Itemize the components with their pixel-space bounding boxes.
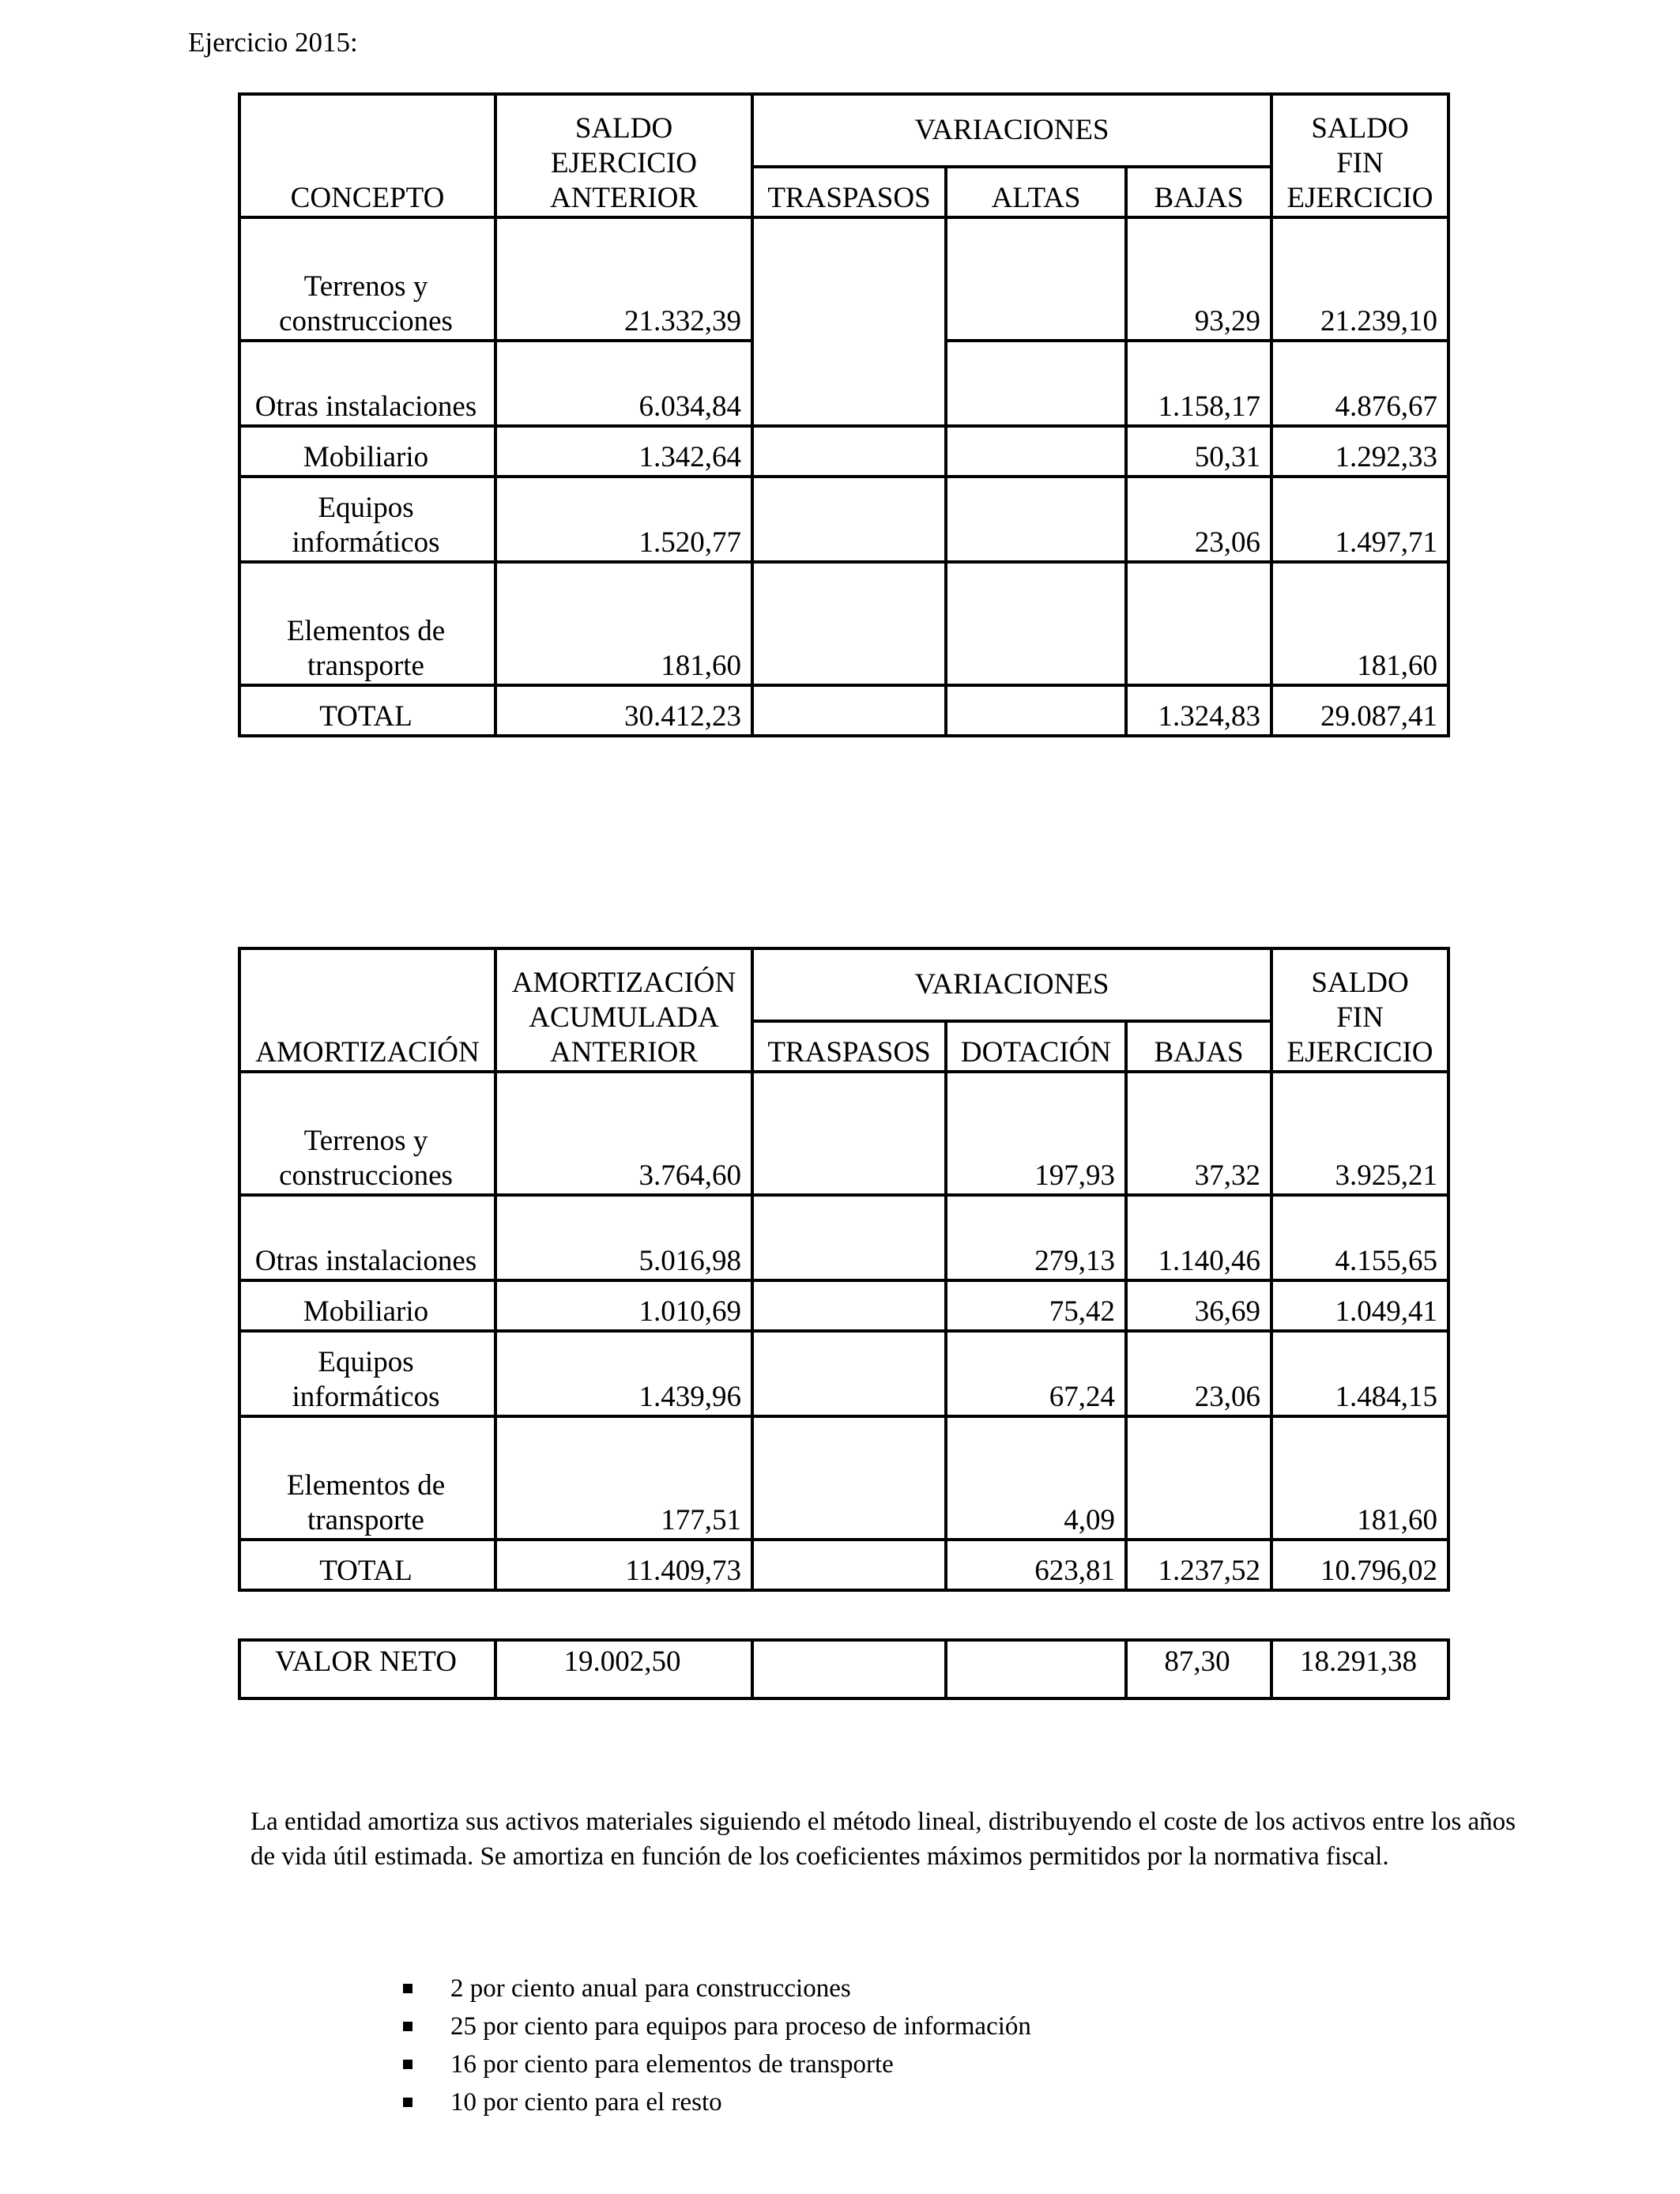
cell-altas [946,477,1126,562]
cell-traspasos [752,426,946,477]
list-item-text: 2 por ciento anual para construcciones [450,1974,851,2003]
header-line: SALDO [1311,112,1409,145]
cell-bajas: 36,69 [1126,1280,1271,1331]
cell-saldo-anterior: 6.034,84 [495,341,752,426]
concept-line: Terrenos y [303,270,428,303]
cell-acumulada: 5.016,98 [495,1195,752,1280]
header-altas: ALTAS [946,167,1126,217]
header-dotacion: DOTACIÓN [946,1021,1126,1072]
cell-altas [946,426,1126,477]
cell-bajas: 1.324,83 [1126,685,1271,736]
header-saldo-fin [1271,948,1448,1072]
cell-dotacion: 4,09 [946,1416,1126,1540]
cell-acumulada: 1.439,96 [495,1331,752,1416]
header-line: EJERCICIO [1286,1036,1433,1069]
list-item [403,2045,1031,2083]
row-concept [239,1072,495,1195]
cell-saldo-fin: 18.291,38 [1271,1640,1448,1698]
header-line: AMORTIZACIÓN [511,967,736,999]
cell-traspasos [752,1072,946,1195]
header-line: FIN [1336,1001,1384,1034]
coefficients-list [403,1970,1031,2121]
cell-traspasos [752,1540,946,1590]
cell-saldo-fin: 181,60 [1271,562,1448,685]
concept-line: Elementos de [286,615,446,647]
header-line: FIN [1336,147,1384,179]
cell-saldo-fin: 4.876,67 [1271,341,1448,426]
concept-line: informáticos [292,526,440,559]
header-saldo-anterior [495,94,752,217]
header-line: EJERCICIO [1286,182,1433,214]
cell-traspasos [752,217,946,341]
table-row [239,341,1448,426]
row-concept: Mobiliario [239,1280,495,1331]
cell-saldo-fin: 1.497,71 [1271,477,1448,562]
header-saldo-fin [1271,94,1448,217]
cell-saldo-fin: 181,60 [1271,1416,1448,1540]
amortization-note: La entidad amortiza sus activos materiales siguiendo el método lineal, distribuyendo el coste de los activos entre los años de vida útil estimada. Se amortiza en función de los coeficientes máximos permitidos por la normativa fiscal. [250,1808,1516,1871]
cell-bajas: 37,32 [1126,1072,1271,1195]
cell-bajas: 50,31 [1126,426,1271,477]
cell-traspasos [752,1416,946,1540]
row-concept [239,477,495,562]
cell-saldo-fin: 4.155,65 [1271,1195,1448,1280]
cell-traspasos [752,1640,946,1698]
cell-saldo-anterior: 30.412,23 [495,685,752,736]
table-row [239,426,1448,477]
cell-dotacion: 197,93 [946,1072,1126,1195]
concept-line: Elementos de [286,1469,446,1502]
cell-saldo-fin: 1.049,41 [1271,1280,1448,1331]
list-item [403,2007,1031,2045]
row-concept: TOTAL [239,685,495,736]
cell-dotacion: 623,81 [946,1540,1126,1590]
row-concept: Mobiliario [239,426,495,477]
cell-dotacion: 75,42 [946,1280,1126,1331]
square-bullet-icon [403,2098,412,2107]
cell-dotacion: 279,13 [946,1195,1126,1280]
cell-bajas: 1.140,46 [1126,1195,1271,1280]
list-item [403,1970,1031,2007]
cell-traspasos [752,562,946,685]
header-variaciones: VARIACIONES [752,94,1271,167]
header-line: SALDO [574,112,673,145]
table-row [239,562,1448,685]
table-row [239,1280,1448,1331]
net-value-table [238,1638,1450,1700]
header-acumulada [495,948,752,1072]
cell-saldo-fin: 1.484,15 [1271,1331,1448,1416]
cell-bajas: 87,30 [1126,1640,1271,1698]
cell-traspasos [752,685,946,736]
cell-acumulada: 11.409,73 [495,1540,752,1590]
cell-anterior: 19.002,50 [495,1640,752,1698]
list-item-text: 25 por ciento para equipos para proceso de información [450,2012,1031,2041]
concept-line: construcciones [279,1159,453,1192]
square-bullet-icon [403,1984,412,1993]
cell-saldo-fin: 10.796,02 [1271,1540,1448,1590]
cell-bajas: 93,29 [1126,217,1271,341]
cell-acumulada: 3.764,60 [495,1072,752,1195]
cell-altas [946,685,1126,736]
cell-bajas: 23,06 [1126,1331,1271,1416]
cell-bajas: 23,06 [1126,477,1271,562]
header-concepto: CONCEPTO [239,94,495,217]
cell-saldo-anterior: 21.332,39 [495,217,752,341]
cell-altas [946,341,1126,426]
cell-altas [946,1640,1126,1698]
table-row-total [239,685,1448,736]
header-line: SALDO [1311,967,1409,999]
cell-altas [946,217,1126,341]
cell-bajas [1126,1416,1271,1540]
cell-dotacion: 67,24 [946,1331,1126,1416]
cell-saldo-fin: 29.087,41 [1271,685,1448,736]
list-item-text: 10 por ciento para el resto [450,2088,722,2117]
concept-line: Equipos [318,492,414,524]
cell-saldo-anterior: 1.520,77 [495,477,752,562]
row-concept [239,1331,495,1416]
header-traspasos: TRASPASOS [752,167,946,217]
header-line: EJERCICIO [551,147,697,179]
cell-altas [946,562,1126,685]
concept-line: transporte [307,650,424,682]
net-value-label: VALOR NETO [239,1640,495,1698]
header-amortizacion: AMORTIZACIÓN [239,948,495,1072]
assets-table [238,92,1450,737]
cell-acumulada: 177,51 [495,1416,752,1540]
header-traspasos: TRASPASOS [752,1021,946,1072]
amortization-table [238,947,1450,1592]
table-row [239,217,1448,341]
row-concept: TOTAL [239,1540,495,1590]
cell-traspasos [752,477,946,562]
table-row [239,1072,1448,1195]
table-row [239,1331,1448,1416]
cell-traspasos [752,1195,946,1280]
concept-line: Equipos [318,1346,414,1378]
header-line: ANTERIOR [549,1036,699,1069]
header-line: ANTERIOR [549,182,699,214]
header-bajas: BAJAS [1126,1021,1271,1072]
page-title: Ejercicio 2015: [188,27,358,58]
row-concept [239,1416,495,1540]
cell-saldo-anterior: 1.342,64 [495,426,752,477]
cell-acumulada: 1.010,69 [495,1280,752,1331]
cell-saldo-fin: 1.292,33 [1271,426,1448,477]
cell-saldo-anterior: 181,60 [495,562,752,685]
concept-line: informáticos [292,1381,440,1413]
list-item-text: 16 por ciento para elementos de transporte [450,2050,894,2079]
cell-saldo-fin: 21.239,10 [1271,217,1448,341]
table-row [239,1640,1448,1698]
row-concept: Otras instalaciones [239,341,495,426]
header-variaciones: VARIACIONES [752,948,1271,1021]
table-row-total [239,1540,1448,1590]
header-line: ACUMULADA [529,1001,719,1034]
cell-saldo-fin: 3.925,21 [1271,1072,1448,1195]
table-row [239,1416,1448,1540]
header-bajas: BAJAS [1126,167,1271,217]
row-concept [239,562,495,685]
row-concept: Otras instalaciones [239,1195,495,1280]
square-bullet-icon [403,2060,412,2069]
concept-line: Terrenos y [303,1125,428,1157]
list-item [403,2083,1031,2121]
cell-traspasos [752,1331,946,1416]
table-row [239,477,1448,562]
square-bullet-icon [403,2022,412,2031]
cell-traspasos [752,341,946,426]
cell-bajas: 1.237,52 [1126,1540,1271,1590]
concept-line: transporte [307,1504,424,1536]
cell-traspasos [752,1280,946,1331]
concept-line: construcciones [279,305,453,337]
row-concept [239,217,495,341]
cell-bajas: 1.158,17 [1126,341,1271,426]
table-row [239,1195,1448,1280]
cell-bajas [1126,562,1271,685]
